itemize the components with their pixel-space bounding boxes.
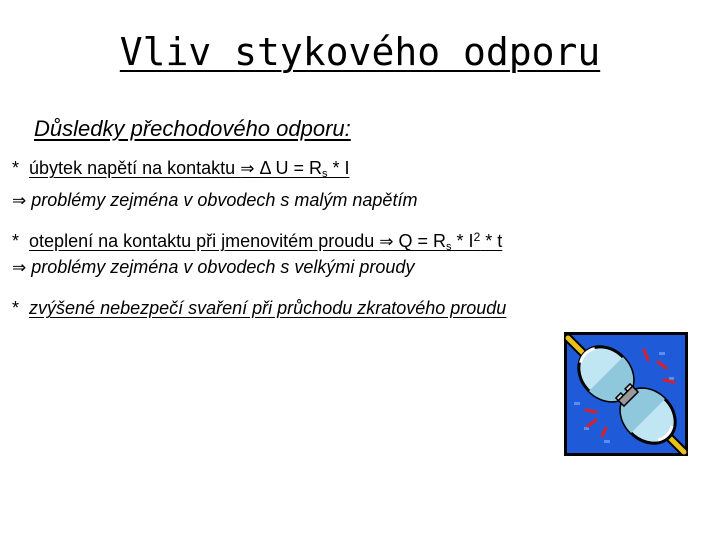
implies-arrow-icon: ⇒: [379, 232, 394, 252]
consequence-line: ⇒ problémy zejména v obvodech s malým napětím: [12, 190, 418, 211]
implies-arrow-icon: ⇒: [12, 191, 27, 211]
implies-arrow-icon: ⇒: [12, 258, 27, 278]
item-text-line: oteplení na kontaktu při jmenovitém proudu ⇒ $Q = R_s * I^2 * t$: [29, 230, 503, 253]
consequence-line: ⇒ problémy zejména v obvodech s velkými proudy: [12, 257, 415, 278]
item-text-line: úbytek napětí na kontaktu ⇒ Δ $U = R_s * I$: [29, 158, 350, 180]
list-item: [12, 158, 350, 180]
bullet: *: [12, 231, 20, 251]
electric-plug-connector-icon: [564, 332, 688, 456]
slide-title: Vliv stykového odporu: [119, 30, 601, 74]
item-text-line: zvýšené nebezpečí svaření při průchodu zkratového proudu: [29, 298, 507, 318]
slide-subtitle: Důsledky přechodového odporu:: [34, 116, 351, 141]
list-item: [12, 298, 506, 319]
bullet: *: [12, 298, 20, 318]
list-item: [12, 230, 502, 253]
bullet: *: [12, 158, 20, 178]
implies-arrow-icon: ⇒: [240, 159, 255, 179]
